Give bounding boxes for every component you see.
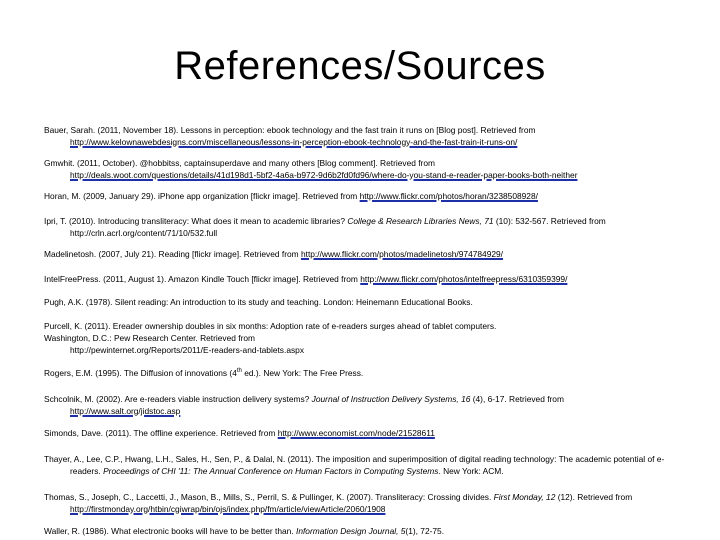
reference-text: Pugh, A.K. (1978). Silent reading: An introduction to its study and teaching. London: Heinemann Educational Books. xyxy=(44,297,473,307)
reference-intelfreepress xyxy=(44,273,684,285)
reference-waller xyxy=(44,525,684,537)
reference-link[interactable]: http://www.flickr.com/photos/horan/3238508928/ xyxy=(359,191,538,201)
reference-text: IntelFreePress. (2011, August 1). Amazon Kindle Touch [flickr image]. Retrieved from xyxy=(44,273,361,284)
reference-text: Simonds, Dave. (2011). The offline experience. Retrieved from xyxy=(44,428,278,438)
reference-link[interactable]: http://www.kelownawebdesigns.com/miscellaneous/lessons-in-perception-ebook-technology-and-the-fast-train-it-runs-on/ xyxy=(70,137,518,147)
reference-simonds xyxy=(44,427,684,439)
reference-link[interactable]: http://deals.woot.com/questions/details/41d198d1-5bf2-4a6a-b972-9d6b2fd0fd96/where-do-you-stand-e-reader-paper-books-both-neither xyxy=(70,169,578,180)
reference-text: (12). Retrieved from xyxy=(555,492,633,502)
journal-title: College & Research Libraries News, 71 xyxy=(347,216,494,226)
journal-title: Proceedings of CHI '11: The Annual Conference on Human Factors in Computing Systems xyxy=(103,466,439,476)
reference-horan xyxy=(44,190,684,202)
reference-link[interactable]: http://firstmonday.org/htbin/cgiwrap/bin/ojs/index.php/fm/article/viewArticle/2060/1908 xyxy=(70,504,386,514)
reference-text: Bauer, Sarah. (2011, November 18). Lessons in perception: ebook technology and the fast train it runs on [Blog post]. Retrieved from xyxy=(44,125,536,135)
reference-text: (1), 72-75. xyxy=(405,526,445,536)
journal-title: First Monday, 12 xyxy=(493,492,556,502)
reference-ipri xyxy=(44,215,684,239)
journal-title: Journal of Instruction Delivery Systems, 16 xyxy=(311,394,471,404)
reference-thayer xyxy=(44,453,684,477)
reference-text: Thomas, S., Joseph, C., Laccetti, J., Mason, B., Mills, S., Perril, S. & Pullinger, K. (2007). Transliteracy: Crossing divides. xyxy=(44,492,494,502)
reference-url: http://crln.acrl.org/content/71/10/532.full xyxy=(70,228,218,238)
reference-text: Purcell, K. (2011). Ereader ownership doubles in six months: Adoption rate of e-readers surges ahead of tablet computers. xyxy=(44,320,497,331)
reference-text: Gmwhit. (2011, October). @hobbitss, captainsuperdave and many others [Blog comment]. Retrieved from xyxy=(44,157,435,168)
reference-link[interactable]: http://www.economist.com/node/21528611 xyxy=(277,428,435,438)
reference-text: ed.). New York: The Free Press. xyxy=(241,368,364,378)
reference-url: http://pewinternet.org/Reports/2011/E-readers-and-tablets.aspx xyxy=(70,344,305,355)
reference-thomas xyxy=(44,491,684,515)
reference-text: (4), 6-17. Retrieved from xyxy=(470,394,564,404)
reference-purcell xyxy=(44,320,684,356)
journal-title: Information Design Journal, 5 xyxy=(296,526,406,536)
reference-link[interactable]: http://www.flickr.com/photos/madelinetosh/974784929/ xyxy=(300,248,503,259)
reference-rogers xyxy=(44,367,684,379)
reference-text: . New York: ACM. xyxy=(438,466,504,476)
reference-text: Washington, D.C.: Pew Research Center. Retrieved from xyxy=(44,332,256,343)
reference-pugh xyxy=(44,296,684,308)
reference-bauer xyxy=(44,124,684,148)
reference-text: Ipri, T. (2010). Introducing transliteracy: What does it mean to academic libraries? xyxy=(44,216,348,226)
reference-link[interactable]: http://www.flickr.com/photos/intelfreepress/6310359399/ xyxy=(360,273,568,284)
reference-text: Schcolnik, M. (2002). Are e-readers viable instruction delivery systems? xyxy=(44,394,312,404)
reference-text: Horan, M. (2009, January 29). iPhone app organization [flickr image]. Retrieved from xyxy=(44,191,360,201)
references-list xyxy=(44,124,684,537)
reference-gmwhit xyxy=(44,157,684,181)
reference-link[interactable]: http://www.salt.org/jidstoc.asp xyxy=(70,406,181,416)
reference-text: Waller, R. (1986). What electronic books will have to be better than. xyxy=(44,526,296,536)
reference-madelinetosh xyxy=(44,248,684,260)
superscript: th xyxy=(236,368,242,375)
reference-text: Rogers, E.M. (1995). The Diffusion of innovations (4 xyxy=(44,368,237,378)
page-title: References/Sources xyxy=(174,44,546,88)
reference-schcolnik xyxy=(44,393,684,417)
reference-text: Madelinetosh. (2007, July 21). Reading [flickr image]. Retrieved from xyxy=(44,248,301,259)
reference-text: (10): 532-567. Retrieved from xyxy=(493,216,606,226)
reference-text: Thayer, A., Lee, C.P., Hwang, L.H., Sales, H., Sen, P., & Dalal, N. (2011). The imposition and superimposition of digital reading technology: The academic potential of e-readers. xyxy=(44,454,665,476)
